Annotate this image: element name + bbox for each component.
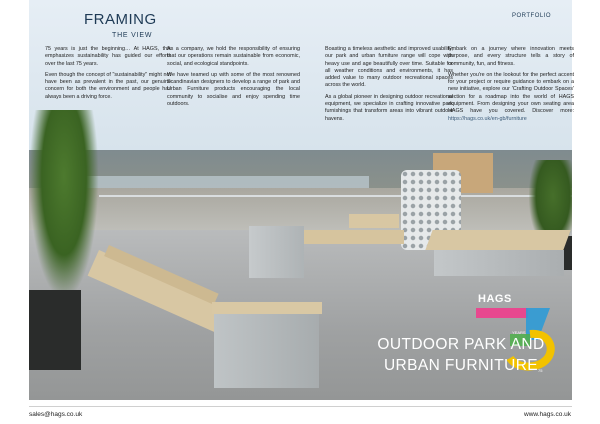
paragraph: Even though the concept of "sustainability" might not have been as prevalent in the past, our genuine concern for both the environment and people has always been a driving force. bbox=[45, 71, 171, 100]
logo-75-text: 75 bbox=[538, 368, 543, 373]
text-column-3 bbox=[325, 46, 453, 127]
bench-seat bbox=[304, 230, 404, 244]
bench-seat bbox=[349, 214, 399, 228]
page-title: FRAMING bbox=[84, 11, 157, 28]
text-column-4 bbox=[448, 46, 574, 127]
bench-seat bbox=[425, 230, 570, 250]
paragraph bbox=[448, 72, 574, 123]
headline-line-2: URBAN FURNITURE bbox=[383, 357, 539, 374]
planter-wood-rim bbox=[212, 302, 322, 314]
planter-pot bbox=[29, 290, 81, 370]
paragraph: Embark on a journey where innovation meets purpose, and every structure tells a story of community, fun, and fitness. bbox=[448, 46, 574, 67]
footer-email[interactable]: sales@hags.co.uk bbox=[29, 411, 83, 418]
bench-base bbox=[434, 250, 564, 276]
harbour-water bbox=[69, 176, 369, 188]
text-column-1 bbox=[45, 46, 171, 105]
page-subtitle: THE VIEW bbox=[112, 32, 153, 39]
text-column-2 bbox=[167, 46, 300, 112]
logo-pink-bar bbox=[476, 308, 528, 318]
footer-website[interactable]: www.hags.co.uk bbox=[524, 411, 571, 418]
steel-planter-box bbox=[249, 226, 304, 278]
paragraph: Boasting a timeless aesthetic and improved usability, our park and urban furniture range will cope with heavy use and age beautifully over time. Suitable for all weather conditions and environments, it has added value to many outdoor recreational spaces across the world. bbox=[325, 46, 453, 89]
headline bbox=[368, 334, 554, 376]
hags-wordmark: HAGS bbox=[478, 293, 512, 305]
headline-line-1: OUTDOOR PARK AND bbox=[377, 336, 545, 353]
paragraph: As a global pioneer in designing outdoor recreational equipment, we specialize in crafting innovative park furnishings that transform areas into vibrant outdoor havens. bbox=[325, 93, 453, 122]
logo-years-text: YEARS bbox=[512, 330, 526, 335]
furniture-link[interactable]: https://hags.co.uk/en-gb/furniture bbox=[448, 115, 527, 122]
paragraph: 75 years is just the beginning… At HAGS, this emphasizes sustainability has guided our efforts over the last 75 years. bbox=[45, 46, 171, 67]
glass-railing bbox=[99, 195, 572, 197]
paragraph: We have teamed up with some of the most renowned Scandinavian designers to develop a range of park and Urban Furniture products encouraging the local community to socialise and enjoy spending time outdoors. bbox=[167, 71, 300, 108]
footer-divider bbox=[29, 406, 572, 407]
section-label: PORTFOLIO bbox=[512, 13, 552, 19]
paragraph-text: Whether you're on the lookout for the perfect accent for your project or require guidance to embark on a new initiative, explore our 'Crafting Outdoor Spaces' section for a roadmap into the world of HAGS equipment. From designing your own seating area HAGS have you covered. Discover more: bbox=[448, 71, 574, 115]
steel-planter-front bbox=[214, 308, 319, 388]
paragraph: As a company, we hold the responsibility of ensuring that our operations remain sustainable from economic, social, and ecological standpoints. bbox=[167, 46, 300, 67]
